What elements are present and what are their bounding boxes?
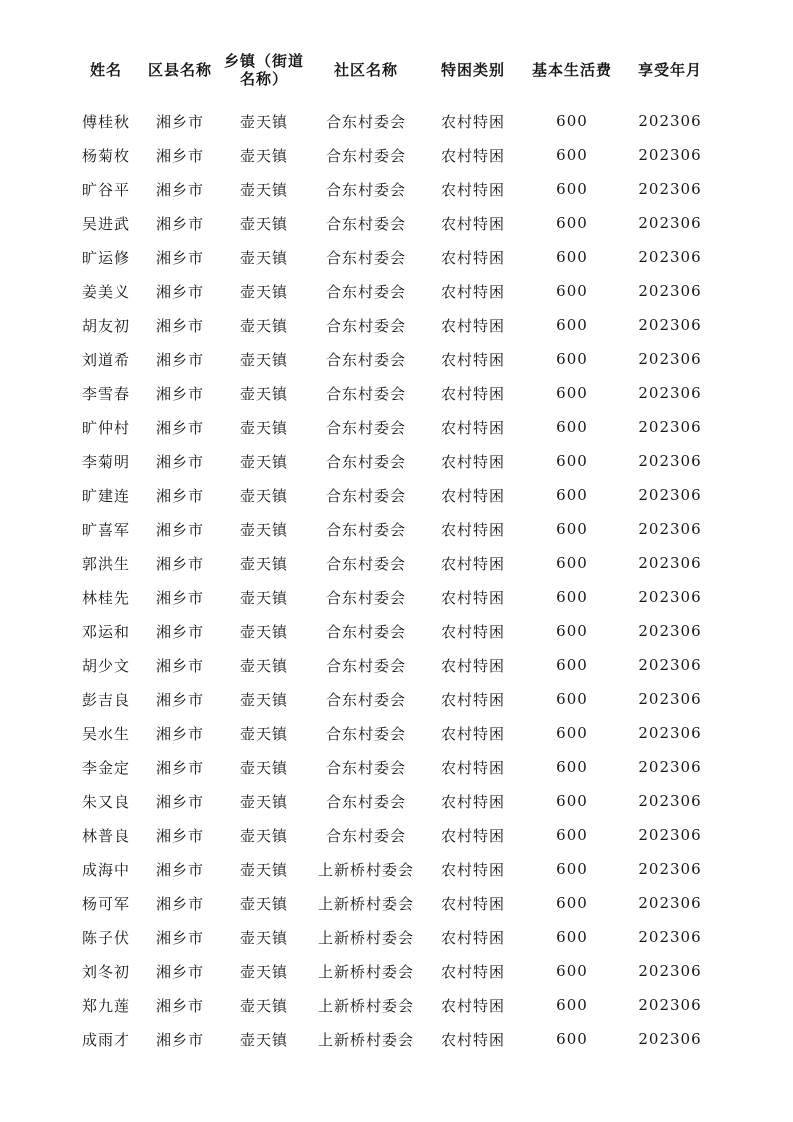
cell-district: 湘乡市 (155, 894, 204, 913)
cell-category: 农村特困 (440, 214, 505, 233)
cell-district: 湘乡市 (155, 554, 204, 573)
cell-community: 上新桥村委会 (317, 860, 414, 879)
cell-category: 农村特困 (440, 316, 505, 335)
table-row (70, 342, 720, 376)
table-row (70, 274, 720, 308)
cell-name: 傅桂秋 (81, 112, 130, 131)
cell-name: 吴进武 (81, 214, 130, 233)
cell-name: 旷谷平 (81, 180, 130, 199)
cell-fee: 600 (556, 792, 588, 810)
cell-month: 202306 (638, 486, 702, 504)
cell-fee: 600 (556, 554, 588, 572)
cell-name: 李金定 (81, 758, 130, 777)
cell-community: 合东村委会 (325, 486, 406, 505)
cell-township: 壶天镇 (239, 1030, 288, 1049)
cell-township: 壶天镇 (239, 996, 288, 1015)
cell-category: 农村特困 (440, 622, 505, 641)
cell-name: 旷运修 (81, 248, 130, 267)
cell-community: 合东村委会 (325, 282, 406, 301)
cell-category: 农村特困 (440, 1030, 505, 1049)
table-row (70, 750, 720, 784)
cell-community: 合东村委会 (325, 724, 406, 743)
cell-category: 农村特困 (440, 724, 505, 743)
column-header-category: 特困类别 (440, 61, 505, 79)
cell-township: 壶天镇 (239, 350, 288, 369)
cell-community: 合东村委会 (325, 554, 406, 573)
cell-fee: 600 (556, 282, 588, 300)
cell-township: 壶天镇 (239, 826, 288, 845)
cell-community: 合东村委会 (325, 146, 406, 165)
cell-name: 成海中 (81, 860, 130, 879)
cell-name: 旷仲村 (81, 418, 130, 437)
cell-category: 农村特困 (440, 554, 505, 573)
cell-category: 农村特困 (440, 894, 505, 913)
cell-township: 壶天镇 (239, 146, 288, 165)
cell-district: 湘乡市 (155, 1030, 204, 1049)
cell-month: 202306 (638, 894, 702, 912)
cell-month: 202306 (638, 248, 702, 266)
cell-name: 郑九莲 (81, 996, 130, 1015)
cell-name: 邓运和 (81, 622, 130, 641)
cell-name: 朱又良 (81, 792, 130, 811)
table-row (70, 376, 720, 410)
cell-name: 杨可军 (81, 894, 130, 913)
cell-month: 202306 (638, 758, 702, 776)
cell-community: 上新桥村委会 (317, 996, 414, 1015)
table-row (70, 1022, 720, 1056)
cell-month: 202306 (638, 962, 702, 980)
cell-month: 202306 (638, 826, 702, 844)
cell-community: 合东村委会 (325, 690, 406, 709)
cell-category: 农村特困 (440, 282, 505, 301)
table-row (70, 920, 720, 954)
cell-month: 202306 (638, 622, 702, 640)
cell-month: 202306 (638, 452, 702, 470)
cell-name: 胡少文 (81, 656, 130, 675)
cell-category: 农村特困 (440, 656, 505, 675)
table-row (70, 138, 720, 172)
cell-name: 姜美义 (81, 282, 130, 301)
cell-community: 合东村委会 (325, 622, 406, 641)
cell-district: 湘乡市 (155, 180, 204, 199)
cell-district: 湘乡市 (155, 656, 204, 675)
cell-community: 上新桥村委会 (317, 894, 414, 913)
cell-category: 农村特困 (440, 928, 505, 947)
cell-name: 彭吉良 (81, 690, 130, 709)
cell-month: 202306 (638, 996, 702, 1014)
cell-district: 湘乡市 (155, 112, 204, 131)
cell-township: 壶天镇 (239, 792, 288, 811)
table-row (70, 240, 720, 274)
table-header (70, 50, 720, 104)
cell-township: 壶天镇 (239, 384, 288, 403)
cell-district: 湘乡市 (155, 350, 204, 369)
cell-community: 合东村委会 (325, 758, 406, 777)
table-row (70, 852, 720, 886)
cell-township: 壶天镇 (239, 622, 288, 641)
cell-community: 合东村委会 (325, 112, 406, 131)
cell-community: 合东村委会 (325, 180, 406, 199)
cell-district: 湘乡市 (155, 214, 204, 233)
cell-community: 上新桥村委会 (317, 1030, 414, 1049)
cell-name: 刘道希 (81, 350, 130, 369)
cell-community: 合东村委会 (325, 656, 406, 675)
cell-category: 农村特困 (440, 452, 505, 471)
cell-month: 202306 (638, 724, 702, 742)
cell-district: 湘乡市 (155, 962, 204, 981)
cell-community: 上新桥村委会 (317, 962, 414, 981)
cell-community: 合东村委会 (325, 384, 406, 403)
cell-township: 壶天镇 (239, 554, 288, 573)
cell-fee: 600 (556, 724, 588, 742)
cell-fee: 600 (556, 248, 588, 266)
cell-month: 202306 (638, 588, 702, 606)
cell-month: 202306 (638, 860, 702, 878)
cell-category: 农村特困 (440, 860, 505, 879)
cell-name: 旷喜军 (81, 520, 130, 539)
cell-fee: 600 (556, 486, 588, 504)
special-hardship-allowance-table (70, 50, 720, 1056)
cell-district: 湘乡市 (155, 588, 204, 607)
table-row (70, 614, 720, 648)
cell-category: 农村特困 (440, 418, 505, 437)
cell-district: 湘乡市 (155, 928, 204, 947)
cell-township: 壶天镇 (239, 248, 288, 267)
cell-month: 202306 (638, 656, 702, 674)
cell-fee: 600 (556, 894, 588, 912)
column-header-township: 乡镇（街道名称） (223, 52, 304, 88)
cell-township: 壶天镇 (239, 316, 288, 335)
table-row (70, 546, 720, 580)
cell-name: 旷建连 (81, 486, 130, 505)
cell-fee: 600 (556, 350, 588, 368)
cell-township: 壶天镇 (239, 588, 288, 607)
cell-district: 湘乡市 (155, 622, 204, 641)
cell-name: 李菊明 (81, 452, 130, 471)
cell-name: 郭洪生 (81, 554, 130, 573)
table-row (70, 104, 720, 138)
cell-category: 农村特困 (440, 996, 505, 1015)
cell-name: 吴水生 (81, 724, 130, 743)
cell-township: 壶天镇 (239, 112, 288, 131)
table-body (70, 104, 720, 1056)
table-row (70, 716, 720, 750)
cell-community: 合东村委会 (325, 418, 406, 437)
cell-category: 农村特困 (440, 180, 505, 199)
cell-community: 合东村委会 (325, 452, 406, 471)
cell-month: 202306 (638, 384, 702, 402)
cell-month: 202306 (638, 180, 702, 198)
cell-fee: 600 (556, 418, 588, 436)
cell-community: 合东村委会 (325, 520, 406, 539)
cell-fee: 600 (556, 622, 588, 640)
cell-township: 壶天镇 (239, 452, 288, 471)
cell-fee: 600 (556, 962, 588, 980)
cell-township: 壶天镇 (239, 724, 288, 743)
cell-fee: 600 (556, 996, 588, 1014)
cell-community: 合东村委会 (325, 214, 406, 233)
cell-district: 湘乡市 (155, 996, 204, 1015)
cell-fee: 600 (556, 588, 588, 606)
cell-township: 壶天镇 (239, 656, 288, 675)
cell-fee: 600 (556, 656, 588, 674)
cell-township: 壶天镇 (239, 418, 288, 437)
cell-name: 林普良 (81, 826, 130, 845)
cell-category: 农村特困 (440, 350, 505, 369)
cell-fee: 600 (556, 928, 588, 946)
cell-month: 202306 (638, 554, 702, 572)
cell-township: 壶天镇 (239, 486, 288, 505)
cell-fee: 600 (556, 758, 588, 776)
cell-fee: 600 (556, 180, 588, 198)
cell-month: 202306 (638, 520, 702, 538)
table-row (70, 444, 720, 478)
cell-fee: 600 (556, 1030, 588, 1048)
cell-district: 湘乡市 (155, 452, 204, 471)
cell-township: 壶天镇 (239, 758, 288, 777)
header-row (70, 50, 720, 104)
cell-name: 成雨才 (81, 1030, 130, 1049)
cell-community: 合东村委会 (325, 248, 406, 267)
cell-month: 202306 (638, 112, 702, 130)
cell-district: 湘乡市 (155, 860, 204, 879)
cell-township: 壶天镇 (239, 928, 288, 947)
column-header-name: 姓名 (89, 61, 122, 79)
cell-district: 湘乡市 (155, 418, 204, 437)
table-row (70, 988, 720, 1022)
cell-township: 壶天镇 (239, 894, 288, 913)
cell-category: 农村特困 (440, 826, 505, 845)
cell-district: 湘乡市 (155, 520, 204, 539)
cell-category: 农村特困 (440, 792, 505, 811)
cell-category: 农村特困 (440, 112, 505, 131)
cell-month: 202306 (638, 690, 702, 708)
cell-category: 农村特困 (440, 486, 505, 505)
table-row (70, 478, 720, 512)
cell-category: 农村特困 (440, 588, 505, 607)
cell-month: 202306 (638, 350, 702, 368)
column-header-fee: 基本生活费 (531, 61, 612, 79)
cell-township: 壶天镇 (239, 214, 288, 233)
cell-month: 202306 (638, 214, 702, 232)
cell-category: 农村特困 (440, 962, 505, 981)
cell-township: 壶天镇 (239, 180, 288, 199)
table-row (70, 308, 720, 342)
cell-district: 湘乡市 (155, 146, 204, 165)
cell-name: 陈子伏 (81, 928, 130, 947)
cell-category: 农村特困 (440, 146, 505, 165)
column-header-district: 区县名称 (147, 61, 212, 79)
table-row (70, 818, 720, 852)
cell-district: 湘乡市 (155, 384, 204, 403)
cell-category: 农村特困 (440, 248, 505, 267)
cell-name: 杨菊枚 (81, 146, 130, 165)
table-row (70, 410, 720, 444)
cell-month: 202306 (638, 282, 702, 300)
table-row (70, 512, 720, 546)
cell-district: 湘乡市 (155, 758, 204, 777)
cell-community: 合东村委会 (325, 350, 406, 369)
cell-fee: 600 (556, 826, 588, 844)
cell-month: 202306 (638, 146, 702, 164)
table-row (70, 784, 720, 818)
cell-fee: 600 (556, 384, 588, 402)
cell-fee: 600 (556, 520, 588, 538)
cell-month: 202306 (638, 928, 702, 946)
cell-community: 合东村委会 (325, 588, 406, 607)
cell-category: 农村特困 (440, 758, 505, 777)
cell-district: 湘乡市 (155, 826, 204, 845)
table-row (70, 172, 720, 206)
cell-fee: 600 (556, 214, 588, 232)
cell-community: 合东村委会 (325, 316, 406, 335)
cell-township: 壶天镇 (239, 282, 288, 301)
cell-name: 李雪春 (81, 384, 130, 403)
cell-township: 壶天镇 (239, 690, 288, 709)
cell-name: 刘冬初 (81, 962, 130, 981)
cell-township: 壶天镇 (239, 860, 288, 879)
cell-fee: 600 (556, 146, 588, 164)
cell-month: 202306 (638, 418, 702, 436)
cell-month: 202306 (638, 1030, 702, 1048)
table-row (70, 682, 720, 716)
cell-category: 农村特困 (440, 384, 505, 403)
column-header-month: 享受年月 (637, 61, 702, 79)
cell-community: 合东村委会 (325, 826, 406, 845)
cell-community: 上新桥村委会 (317, 928, 414, 947)
table-row (70, 580, 720, 614)
cell-fee: 600 (556, 316, 588, 334)
cell-township: 壶天镇 (239, 962, 288, 981)
column-header-community: 社区名称 (333, 61, 398, 79)
cell-name: 胡友初 (81, 316, 130, 335)
cell-month: 202306 (638, 316, 702, 334)
cell-month: 202306 (638, 792, 702, 810)
cell-category: 农村特困 (440, 520, 505, 539)
cell-district: 湘乡市 (155, 792, 204, 811)
cell-name: 林桂先 (81, 588, 130, 607)
cell-fee: 600 (556, 690, 588, 708)
cell-community: 合东村委会 (325, 792, 406, 811)
cell-district: 湘乡市 (155, 282, 204, 301)
table-row (70, 648, 720, 682)
table-row (70, 954, 720, 988)
cell-district: 湘乡市 (155, 690, 204, 709)
table-row (70, 206, 720, 240)
cell-district: 湘乡市 (155, 724, 204, 743)
cell-fee: 600 (556, 112, 588, 130)
cell-district: 湘乡市 (155, 486, 204, 505)
cell-district: 湘乡市 (155, 248, 204, 267)
cell-township: 壶天镇 (239, 520, 288, 539)
cell-fee: 600 (556, 860, 588, 878)
cell-category: 农村特困 (440, 690, 505, 709)
cell-district: 湘乡市 (155, 316, 204, 335)
table-row (70, 886, 720, 920)
cell-fee: 600 (556, 452, 588, 470)
